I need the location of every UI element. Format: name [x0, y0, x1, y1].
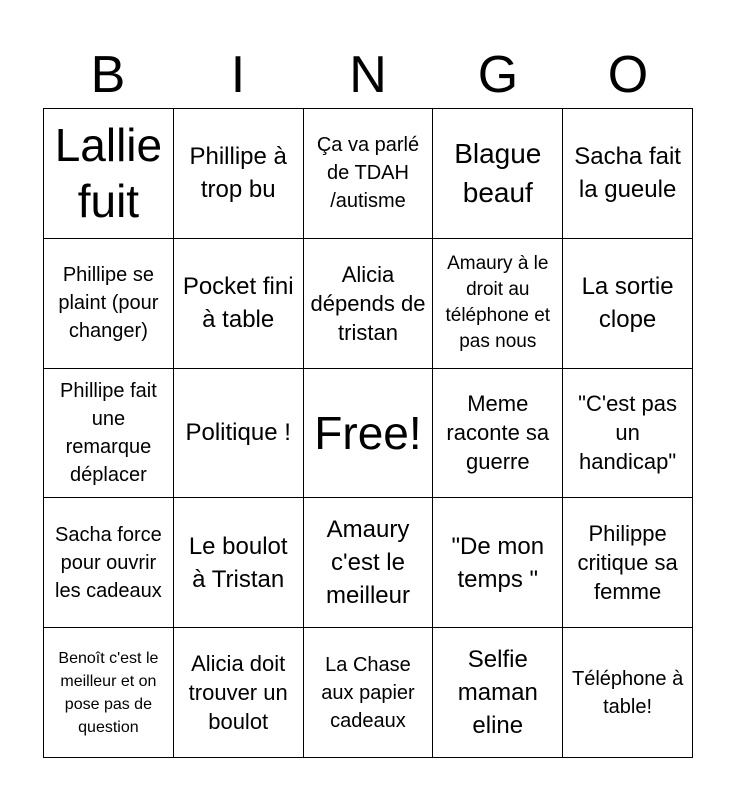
- cell-text: Philippe critique sa femme: [577, 521, 678, 605]
- bingo-cell[interactable]: [433, 498, 563, 628]
- cell-text: Amaury à le droit au téléphone et pas nous: [445, 253, 551, 353]
- cell-text: Benoît c'est le meilleur et on pose pas de question: [58, 649, 159, 736]
- bingo-cell[interactable]: [563, 628, 693, 758]
- cell-text: "C'est pas un handicap": [578, 391, 677, 475]
- bingo-cell[interactable]: [563, 239, 693, 369]
- header-letter-o: O: [607, 46, 649, 104]
- cell-text: Phillipe à trop bu: [189, 143, 287, 204]
- header-letter-i: I: [230, 46, 246, 104]
- bingo-cell[interactable]: [174, 498, 304, 628]
- bingo-cell[interactable]: [44, 369, 174, 499]
- bingo-cell[interactable]: [563, 109, 693, 239]
- bingo-cell[interactable]: [304, 498, 434, 628]
- cell-text: Lallie fuit: [54, 119, 163, 228]
- cell-text: Ça va parlé de TDAH /autisme: [316, 134, 420, 213]
- cell-text: Le boulot à Tristan: [188, 532, 288, 593]
- cell-text: Amaury c'est le meilleur: [325, 516, 410, 610]
- bingo-cell[interactable]: [433, 369, 563, 499]
- cell-text: Phillipe fait une remarque déplacer: [60, 379, 157, 486]
- bingo-cell[interactable]: [304, 628, 434, 758]
- bingo-cell[interactable]: [44, 109, 174, 239]
- cell-text: Alicia dépends de tristan: [310, 261, 426, 345]
- bingo-cell[interactable]: [304, 109, 434, 239]
- header-letter-n: N: [349, 46, 387, 104]
- bingo-cell[interactable]: [433, 628, 563, 758]
- bingo-cell[interactable]: [433, 109, 563, 239]
- bingo-cell[interactable]: [174, 369, 304, 499]
- cell-text: Pocket fini à table: [182, 273, 294, 334]
- bingo-cell[interactable]: [174, 239, 304, 369]
- bingo-cell[interactable]: [433, 239, 563, 369]
- cell-text: Alicia doit trouver un boulot: [188, 651, 288, 735]
- cell-text: Phillipe se plaint (pour changer): [58, 264, 159, 343]
- free-space-cell[interactable]: [304, 369, 434, 499]
- bingo-cell[interactable]: [44, 628, 174, 758]
- header-letter-b: B: [90, 46, 126, 104]
- free-space-text: Free!: [314, 406, 422, 459]
- cell-text: "De mon temps ": [451, 532, 545, 593]
- cell-text: Blague beauf: [454, 138, 542, 209]
- cell-text: Selfie maman eline: [457, 646, 538, 740]
- bingo-cell[interactable]: [174, 628, 304, 758]
- cell-text: Sacha force pour ouvrir les cadeaux: [55, 523, 162, 602]
- bingo-cell[interactable]: [174, 109, 304, 239]
- cell-text: Politique !: [185, 419, 291, 447]
- cell-text: Meme raconte sa guerre: [446, 391, 550, 475]
- bingo-cell[interactable]: [563, 369, 693, 499]
- bingo-card-grid: [43, 108, 693, 758]
- bingo-header: [43, 42, 693, 108]
- bingo-cell[interactable]: [44, 239, 174, 369]
- cell-text: Téléphone à table!: [571, 667, 684, 718]
- bingo-cell[interactable]: [44, 498, 174, 628]
- bingo-cell[interactable]: [563, 498, 693, 628]
- cell-text: La sortie clope: [581, 273, 674, 334]
- header-letter-g: G: [477, 46, 519, 104]
- cell-text: Sacha fait la gueule: [574, 143, 681, 204]
- cell-text: La Chase aux papier cadeaux: [321, 653, 415, 732]
- bingo-cell[interactable]: [304, 239, 434, 369]
